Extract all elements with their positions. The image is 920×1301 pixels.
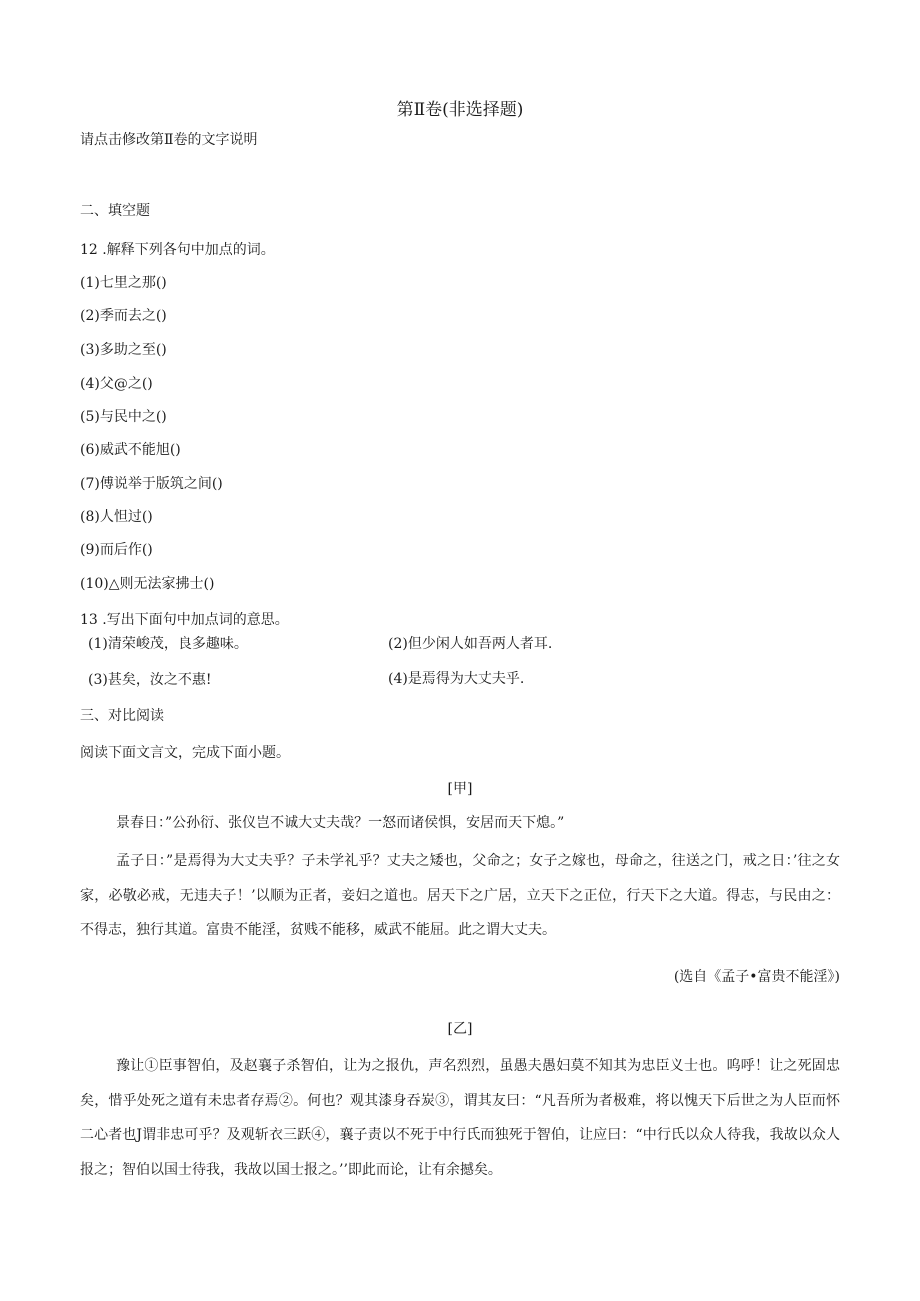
q12-item: (2)季而去之() bbox=[80, 308, 167, 324]
q12-item: (5)与民中之() bbox=[80, 409, 167, 425]
q12-item: (10)△则无法家拂士() bbox=[80, 576, 215, 592]
passage-jia-source: (选自《孟子•富贵不能淫》) bbox=[673, 969, 840, 985]
q13-item: (1)清荣峻茂，良多趣味。 bbox=[88, 636, 248, 652]
q13-item: (2)但少闲人如吾两人者耳. bbox=[388, 636, 553, 652]
q12-item: (3)多助之至() bbox=[80, 342, 167, 358]
section-heading-fill-blank: 二、填空题 bbox=[80, 203, 150, 219]
passage-jia-paragraph: 景春日：”公孙衍、张仪岂不诚大丈夫哉？一怒而诸侯惧，安居而天下熄。” bbox=[116, 815, 565, 831]
section-heading-comparative-reading: 三、对比阅读 bbox=[80, 708, 164, 724]
passage-jia-paragraph: 孟子日：”是焉得为大丈夫乎？子未学礼乎？丈夫之矮也，父命之；女子之嫁也，母命之，往送之门，戒之日：’往之女家，必敬必戒，无违夫子！’以顺为正者，妾妇之道也。居天下之广居，立天下之正位，行天下之大道。得志，与民由之：不得志，独行其道。富贵不能淫，贫贱不能移，威武不能屈。此之谓大丈夫。 bbox=[80, 853, 840, 938]
passage-jia-label: [甲] bbox=[447, 781, 473, 797]
question-12-stem: 12 .解释下列各句中加点的词。 bbox=[80, 242, 275, 258]
passage-yi-paragraph: 豫让①臣事智伯，及赵襄子杀智伯，让为之报仇，声名烈烈，虽愚夫愚妇莫不知其为忠臣义士也。呜呼！让之死固忠矣，惜乎处死之道有未忠者存焉②。何也？观其漆身吞炭③，谓其友曰：“凡吾所为者极难，将以愧天下后世之为人臣而怀二心者也J谓非忠可乎？及观斩衣三跃④，襄子责以不死于中行氏而独死于智伯，让应曰：“中行氏以众人待我，我故以众人报之；智伯以国士待我，我故以国士报之。’’即此而论，让有余撼矣。 bbox=[80, 1058, 840, 1178]
q12-item: (4)父@之() bbox=[80, 376, 153, 392]
reading-instruction: 阅读下面文言文，完成下面小题。 bbox=[80, 745, 290, 761]
q12-item: (6)威武不能旭() bbox=[80, 442, 181, 458]
q13-item: (3)甚矣，汝之不惠! bbox=[88, 672, 212, 688]
q12-item: (8)人怛过() bbox=[80, 509, 153, 525]
q12-item: (9)而后作() bbox=[80, 542, 153, 558]
q13-item: (4)是焉得为大丈夫乎. bbox=[388, 671, 525, 687]
q12-item: (7)傅说举于版筑之间() bbox=[80, 476, 223, 492]
question-13-stem: 13 .写出下面句中加点词的意思。 bbox=[80, 612, 289, 628]
section-note: 请点击修改第Ⅱ卷的文字说明 bbox=[80, 132, 258, 148]
passage-yi-label: [乙] bbox=[447, 1021, 473, 1037]
q12-item: (1)七里之那() bbox=[80, 275, 167, 291]
page-title: 第Ⅱ卷(非选择题) bbox=[396, 100, 524, 120]
